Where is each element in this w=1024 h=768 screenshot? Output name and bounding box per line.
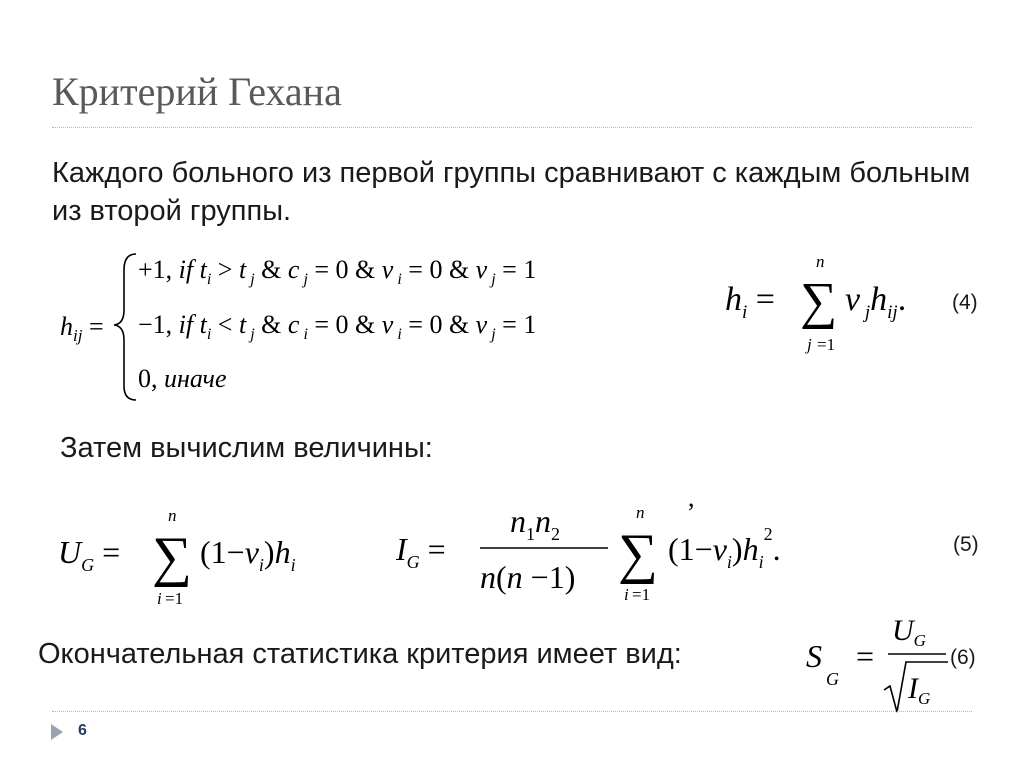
equation-label-6: (6) bbox=[950, 646, 976, 669]
svg-text:j: j bbox=[807, 335, 812, 354]
case3-word: иначе bbox=[164, 364, 227, 393]
then-text: Затем вычислим величины: bbox=[60, 432, 433, 464]
svg-text:n: n bbox=[636, 503, 645, 522]
svg-text:(1−νi)hi2.: $(1-\nu_i)h_i^2$. bbox=[668, 524, 781, 572]
formula-hij bbox=[50, 240, 670, 410]
footer-divider bbox=[52, 711, 972, 712]
svg-text:IG =: $I_G$ = bbox=[396, 531, 446, 572]
svg-text:S: S bbox=[806, 638, 822, 674]
equation-label-4: (4) bbox=[952, 291, 978, 314]
formula-ug bbox=[58, 505, 378, 615]
equation-label-5: (5) bbox=[953, 533, 979, 556]
svg-text:n: n bbox=[168, 506, 177, 525]
svg-text:n: n bbox=[816, 252, 825, 271]
svg-text:=1: =1 bbox=[632, 585, 651, 604]
svg-text:ν jhij.: ν $_jh_{ij}$. bbox=[845, 281, 907, 323]
svg-text:hi =: $h_i$ = bbox=[725, 281, 775, 323]
svg-text:UG: $U_G$ bbox=[892, 614, 926, 650]
formula-ig bbox=[396, 490, 846, 610]
formula-sg bbox=[806, 612, 956, 717]
case-3: 0, иначе bbox=[138, 364, 227, 393]
svg-text:=: = bbox=[856, 638, 875, 674]
svg-text:i: i bbox=[157, 589, 162, 608]
final-text: Окончательная статистика критерия имеет вид: bbox=[38, 638, 682, 670]
svg-text:=1: =1 bbox=[165, 589, 184, 608]
case-1: +1, if $t_i > t$ $_j$ & c $_j$ = 0 & ν $_i$ = 0 & ν $_j$ = 1 bbox=[138, 255, 537, 288]
formula-hi bbox=[725, 250, 945, 360]
page-number: 6 bbox=[78, 722, 87, 739]
svg-text:UG =: $U_G$ = bbox=[58, 534, 121, 575]
case-2: −1, if $t_i < t$ $_j$ & c $_i$ = 0 & ν $_i$ = 0 & ν $_j$ = 1 bbox=[138, 310, 537, 343]
comma-mark: , bbox=[688, 490, 695, 512]
slide-title: Критерий Гехана bbox=[52, 69, 342, 114]
hij-lhs: $h_{ij}$ = bbox=[60, 312, 104, 345]
svg-text:=1: =1 bbox=[817, 335, 836, 354]
slide-nav-arrow-icon bbox=[51, 724, 63, 740]
svg-text:∑: ∑ bbox=[152, 526, 192, 588]
intro-paragraph: Каждого больного из первой группы сравнивают с каждым больным из второй группы. bbox=[52, 157, 971, 227]
svg-text:∑: ∑ bbox=[618, 523, 658, 585]
svg-text:n1n2: $n_1n_2$ bbox=[510, 503, 560, 544]
title-divider bbox=[52, 127, 972, 128]
svg-text:(1−νi)hi: $(1-\nu_i)h_i$ bbox=[200, 534, 296, 575]
svg-text:G: G bbox=[826, 669, 839, 689]
svg-text:IG: $I_G$ bbox=[908, 672, 931, 708]
svg-text:n(n −1): n(n −1) bbox=[480, 559, 576, 595]
svg-text:i: i bbox=[624, 585, 629, 604]
svg-text:∑: ∑ bbox=[800, 273, 838, 330]
